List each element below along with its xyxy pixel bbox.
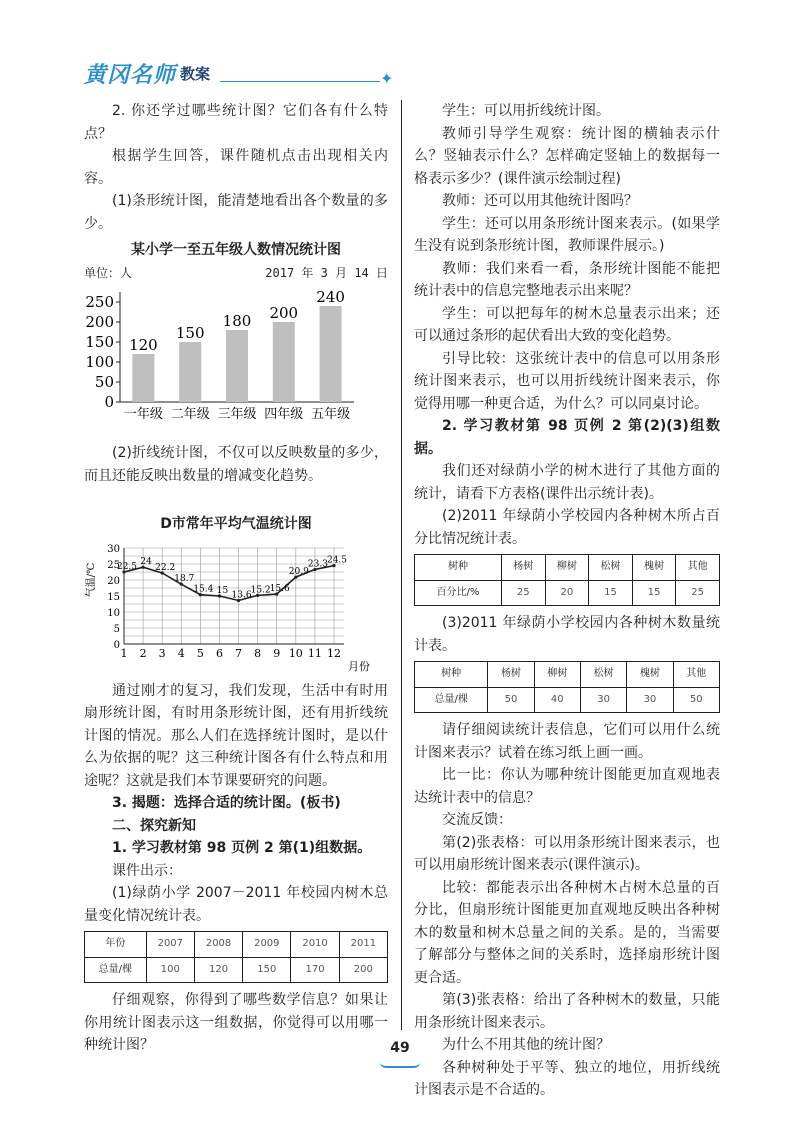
tree-total-table [84, 931, 388, 983]
data-label: 24 [140, 556, 152, 567]
paragraph: 比一比：你认为哪种统计图能更加直观地表达统计表中的信息？ [414, 767, 720, 806]
page-number: 49 [390, 1040, 410, 1056]
bar-value-label: 200 [269, 304, 299, 322]
paragraph: 教师引导学生观察：统计图的横轴表示什么？竖轴表示什么？怎样确定竖轴上的数据每一格表示多少？(课件演示绘制过程) [414, 125, 720, 187]
table-cell: 2011 [339, 932, 387, 958]
bar-chart-unit: 单位：人 [84, 265, 133, 280]
y-tick-label: 200 [85, 313, 114, 331]
bar-chart-date: 2017 年 3 月 14 日 [265, 265, 388, 280]
bar-chart-meta [84, 262, 388, 285]
x-tick-label: 11 [307, 646, 322, 660]
table-cell: 2010 [291, 932, 339, 958]
paragraph: 教师：我们来看一看，条形统计图能不能把统计表中的信息完整地表示出来呢？ [414, 260, 720, 299]
table-row [415, 687, 720, 713]
data-label: 15.6 [269, 583, 290, 594]
question-2: 2. 你还学过哪些统计图？它们各有什么特点？ [84, 103, 388, 142]
brand-subtitle: 教案 [180, 65, 211, 83]
data-label: 22.5 [116, 561, 138, 572]
table-cell: 树种 [415, 555, 502, 581]
y-tick-label: 150 [85, 333, 114, 351]
table-cell: 25 [676, 580, 720, 606]
y-tick-label: 0 [113, 639, 120, 651]
table-cell: 百分比/% [415, 580, 502, 606]
page-header [84, 58, 394, 92]
table-cell: 其他 [676, 555, 720, 581]
paragraph: 根据学生回答，课件随机点击出现相关内容。 [84, 148, 388, 187]
table-cell: 200 [339, 957, 387, 983]
line-chart-title: D市常年平均气温统计图 [160, 516, 312, 532]
x-tick-label: 5 [196, 646, 204, 660]
table-cell: 30 [580, 687, 626, 713]
table-cell: 150 [243, 957, 291, 983]
table-cell: 杨树 [488, 662, 534, 688]
bar-value-label: 240 [316, 288, 345, 306]
paragraph: (2)折线统计图，不仅可以反映数量的多少，而且还能反映出数量的增减变化趋势。 [84, 445, 388, 484]
paragraph: 学生：还可以用条形统计图来表示。(如果学生没有说到条形统计图，教师课件展示。) [414, 215, 720, 254]
bar-chart [84, 284, 388, 424]
x-tick-label: 三年级 [217, 407, 257, 422]
y-tick-label: 50 [94, 373, 114, 391]
table-cell: 其他 [673, 662, 719, 688]
page-number-ornament [380, 1062, 420, 1068]
paragraph: 学生：可以用折线统计图。 [442, 103, 610, 119]
paragraph: 为什么不用其他的统计图？ [442, 1037, 610, 1053]
y-tick-label: 0 [104, 393, 114, 411]
paragraph: (1)条形统计图，能清楚地看出各个数量的多少。 [84, 193, 388, 232]
table-cell: 松树 [580, 662, 626, 688]
x-tick-label: 10 [288, 646, 303, 660]
tree-percent-table [414, 554, 720, 606]
paragraph: 第(2)张表格：可以用条形统计图来表示，也可以用扇形统计图来表示(课件演示)。 [414, 834, 720, 873]
y-tick-label: 5 [113, 623, 120, 635]
data-label: 20.9 [288, 566, 309, 577]
brand-logo: 黄冈名师 [84, 63, 177, 88]
paragraph: 请仔细阅读统计表信息，它们可以用什么统计图来表示？试着在练习纸上画一画。 [414, 722, 720, 761]
table-cell: 杨树 [501, 555, 545, 581]
paragraph: 2. 学习教材第 98 页例 2 第(2)(3)组数据。 [414, 418, 720, 457]
star-icon: ✦ [380, 69, 394, 88]
bar-value-label: 150 [175, 324, 205, 342]
x-tick-label: 12 [327, 646, 341, 660]
x-tick-label: 2 [139, 646, 147, 660]
table-row [85, 957, 388, 983]
left-column [84, 100, 388, 1057]
x-tick-label: 一年级 [123, 407, 163, 422]
paragraph: 教师：还可以用其他统计图吗？ [442, 193, 638, 209]
data-label: 15.4 [193, 584, 214, 595]
paragraph: 1. 学习教材第 98 页例 2 第(1)组数据。 [112, 840, 372, 856]
y-tick-label: 250 [85, 293, 114, 311]
x-tick-label: 8 [254, 646, 262, 660]
x-tick-label: 4 [177, 646, 185, 660]
x-tick-label: 3 [158, 646, 166, 660]
table-cell: 30 [627, 687, 673, 713]
data-label: 15.2 [250, 584, 271, 595]
paragraph: 各种树种处于平等、独立的地位，用折线统计图表示是不合适的。 [414, 1059, 720, 1098]
table-cell: 15 [632, 580, 676, 606]
x-tick-label: 9 [273, 646, 281, 660]
bar-chart-title: 某小学一至五年级人数情况统计图 [131, 242, 341, 258]
table-cell: 40 [534, 687, 580, 713]
table-cell: 槐树 [627, 662, 673, 688]
table-cell: 120 [194, 957, 242, 983]
paragraph: 3. 揭题：选择合适的统计图。(板书) [112, 795, 341, 811]
table-cell: 20 [545, 580, 589, 606]
table-cell: 总量/棵 [415, 687, 488, 713]
paragraph: (1)绿荫小学 2007－2011 年校园内树木总量变化情况统计表。 [84, 885, 388, 924]
data-label: 24.5 [326, 555, 348, 566]
bar [320, 306, 342, 402]
y-tick-label: 20 [107, 575, 120, 587]
table-cell: 25 [501, 580, 545, 606]
table-row [415, 580, 720, 606]
paragraph: (3)2011 年绿荫小学校园内各种树木数量统计表。 [414, 615, 720, 654]
tree-count-table [414, 661, 720, 713]
paragraph: 我们还对绿荫小学的树木进行了其他方面的统计，请看下方表格(课件出示统计表)。 [414, 463, 720, 502]
table-row [85, 932, 388, 958]
table-cell: 松树 [589, 555, 633, 581]
x-tick-label: 五年级 [311, 407, 351, 422]
table-cell: 170 [291, 957, 339, 983]
paragraph: 引导比较：这张统计表中的信息可以用条形统计图来表示，也可以用折线统计图来表示，你觉得用哪一种更合适，为什么？可以同桌讨论。 [414, 350, 720, 412]
y-tick-label: 30 [107, 543, 120, 555]
x-tick-label: 1 [120, 646, 128, 660]
table-cell: 2008 [194, 932, 242, 958]
table-row [415, 662, 720, 688]
y-tick-label: 100 [85, 353, 114, 371]
table-cell: 树种 [415, 662, 488, 688]
bar [132, 354, 154, 402]
x-tick-label: 6 [215, 646, 223, 660]
table-cell: 100 [146, 957, 194, 983]
paragraph: (2)2011 年绿荫小学校园内各种树木所占百分比情况统计表。 [414, 508, 720, 547]
column-divider [401, 100, 402, 1030]
paragraph: 仔细观察，你得到了哪些数学信息？如果让你用统计图表示这一组数据，你觉得可以用哪一种统计图？ [84, 992, 388, 1053]
bar [273, 322, 295, 402]
paragraph: 比较：都能表示出各种树木占树木总量的百分比，但扇形统计图能更加直观地反映出各种树木的数量和树木总量之间的关系。是的，当需要了解部分与整体之间的关系时，选择扇形统计图更合适。 [414, 879, 720, 986]
x-tick-label: 二年级 [170, 407, 210, 422]
paragraph: 通过刚才的复习，我们发现，生活中有时用扇形统计图，有时用条形统计图，还有用折线统计图的情况。那么人们在选择统计图时，是以什么为依据的呢？这三种统计图各有什么特点和用途呢？这就是我们本节课要研究的问题。 [84, 682, 388, 789]
paragraph: 学生：可以把每年的树木总量表示出来；还可以通过条形的起伏看出大致的变化趋势。 [414, 305, 720, 344]
paragraph: 课件出示： [112, 862, 182, 879]
header-rule [220, 81, 380, 82]
bar [179, 342, 201, 402]
y-tick-label: 15 [107, 591, 120, 603]
table-cell: 槐树 [632, 555, 676, 581]
table-cell: 总量/棵 [85, 957, 147, 983]
table-row [415, 555, 720, 581]
table-cell: 柳树 [545, 555, 589, 581]
table-cell: 50 [673, 687, 719, 713]
paragraph: 交流反馈： [442, 812, 512, 828]
line-chart [84, 542, 388, 674]
data-label: 22.2 [155, 562, 176, 573]
data-label: 13.6 [231, 589, 252, 600]
data-label: 15 [216, 585, 229, 596]
y-axis-label: 气温/℃ [86, 562, 97, 597]
x-tick-label: 7 [235, 646, 243, 660]
section-heading: 二、探究新知 [112, 817, 196, 834]
table-cell: 2007 [146, 932, 194, 958]
bar-value-label: 180 [222, 312, 252, 330]
table-cell: 15 [589, 580, 633, 606]
x-axis-label: 月份 [348, 659, 370, 673]
x-tick-label: 四年级 [264, 407, 304, 422]
paragraph: 第(3)张表格：给出了各种树木的数量，只能用条形统计图来表示。 [414, 992, 720, 1031]
bar [226, 330, 248, 402]
table-cell: 2009 [243, 932, 291, 958]
bar-value-label: 120 [129, 336, 158, 354]
table-cell: 50 [488, 687, 534, 713]
table-cell: 年份 [85, 932, 147, 958]
data-label: 18.7 [174, 573, 195, 584]
right-column [414, 100, 720, 1102]
table-cell: 柳树 [534, 662, 580, 688]
data-label: 23.3 [307, 558, 328, 569]
y-tick-label: 25 [107, 559, 120, 571]
y-tick-label: 10 [107, 607, 120, 619]
